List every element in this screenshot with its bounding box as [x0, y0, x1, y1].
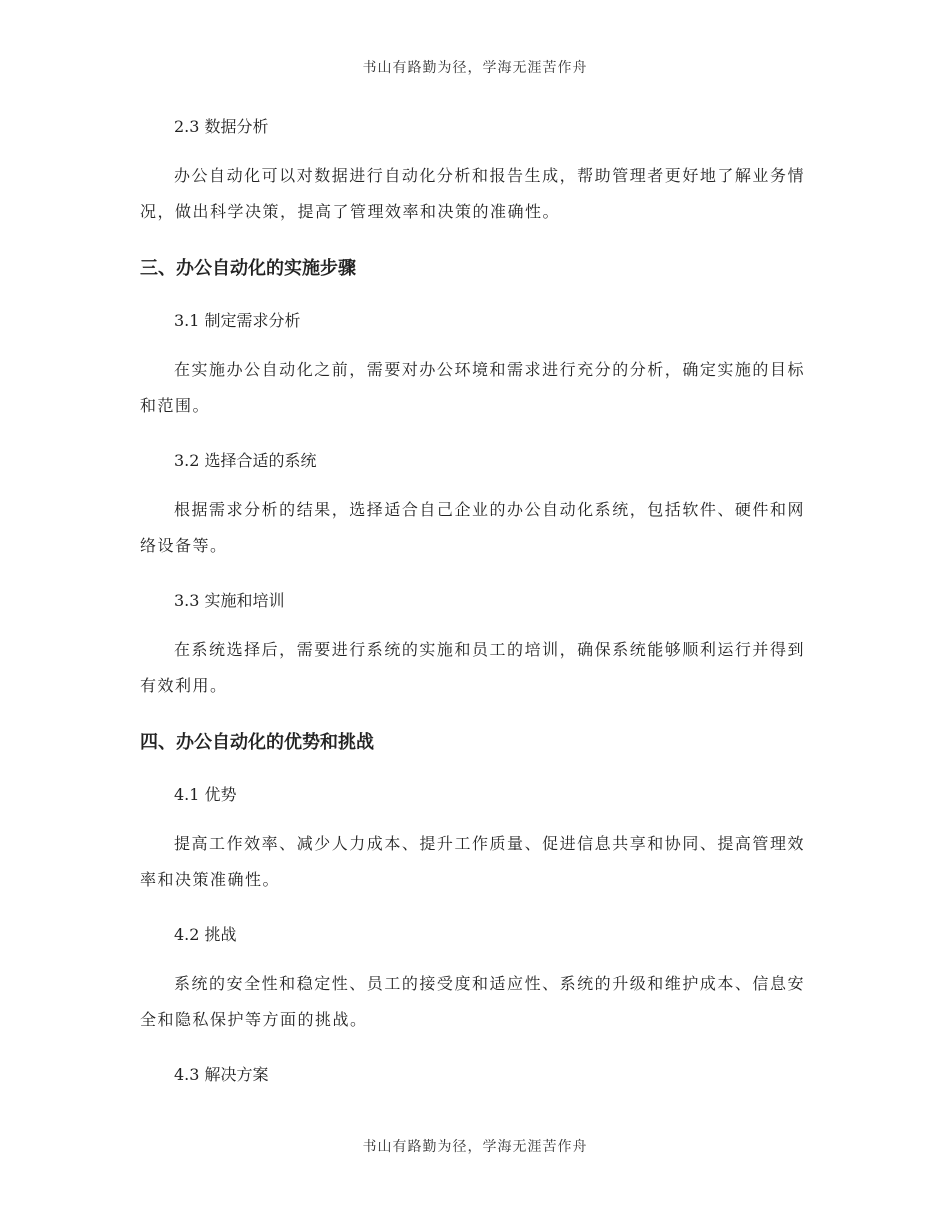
section-4-3-title: 4.3 解决方案: [174, 1065, 269, 1084]
section-2-3-title: 2.3 数据分析: [174, 117, 269, 136]
section-4-1-title: 4.1 优势: [174, 785, 237, 804]
section-4-2-paragraph: 系统的安全性和稳定性、员工的接受度和适应性、系统的升级和维护成本、信息安全和隐私保护等方面的挑战。: [140, 974, 805, 1029]
section-4-1-paragraph: 提高工作效率、减少人力成本、提升工作质量、促进信息共享和协同、提高管理效率和决策准确性。: [140, 834, 805, 889]
section-3-3-title: 3.3 实施和培训: [174, 591, 285, 610]
section-4-2-title: 4.2 挑战: [174, 925, 237, 944]
section-3-2-paragraph: 根据需求分析的结果，选择适合自己企业的办公自动化系统，包括软件、硬件和网络设备等。: [140, 500, 805, 555]
chapter-4-heading: 四、办公自动化的优势和挑战: [140, 732, 374, 753]
page-header: 书山有路勤为径，学海无涯苦作舟: [362, 60, 588, 76]
section-3-1-title: 3.1 制定需求分析: [174, 311, 301, 330]
section-3-3-paragraph: 在系统选择后，需要进行系统的实施和员工的培训，确保系统能够顺利运行并得到有效利用。: [140, 640, 805, 695]
section-2-3-paragraph: 办公自动化可以对数据进行自动化分析和报告生成，帮助管理者更好地了解业务情况，做出科学决策，提高了管理效率和决策的准确性。: [140, 166, 805, 221]
section-3-2-title: 3.2 选择合适的系统: [174, 451, 317, 470]
page-footer: 书山有路勤为径，学海无涯苦作舟: [362, 1139, 588, 1155]
chapter-3-heading: 三、办公自动化的实施步骤: [140, 258, 356, 279]
section-3-1-paragraph: 在实施办公自动化之前，需要对办公环境和需求进行充分的分析，确定实施的目标和范围。: [140, 360, 805, 415]
